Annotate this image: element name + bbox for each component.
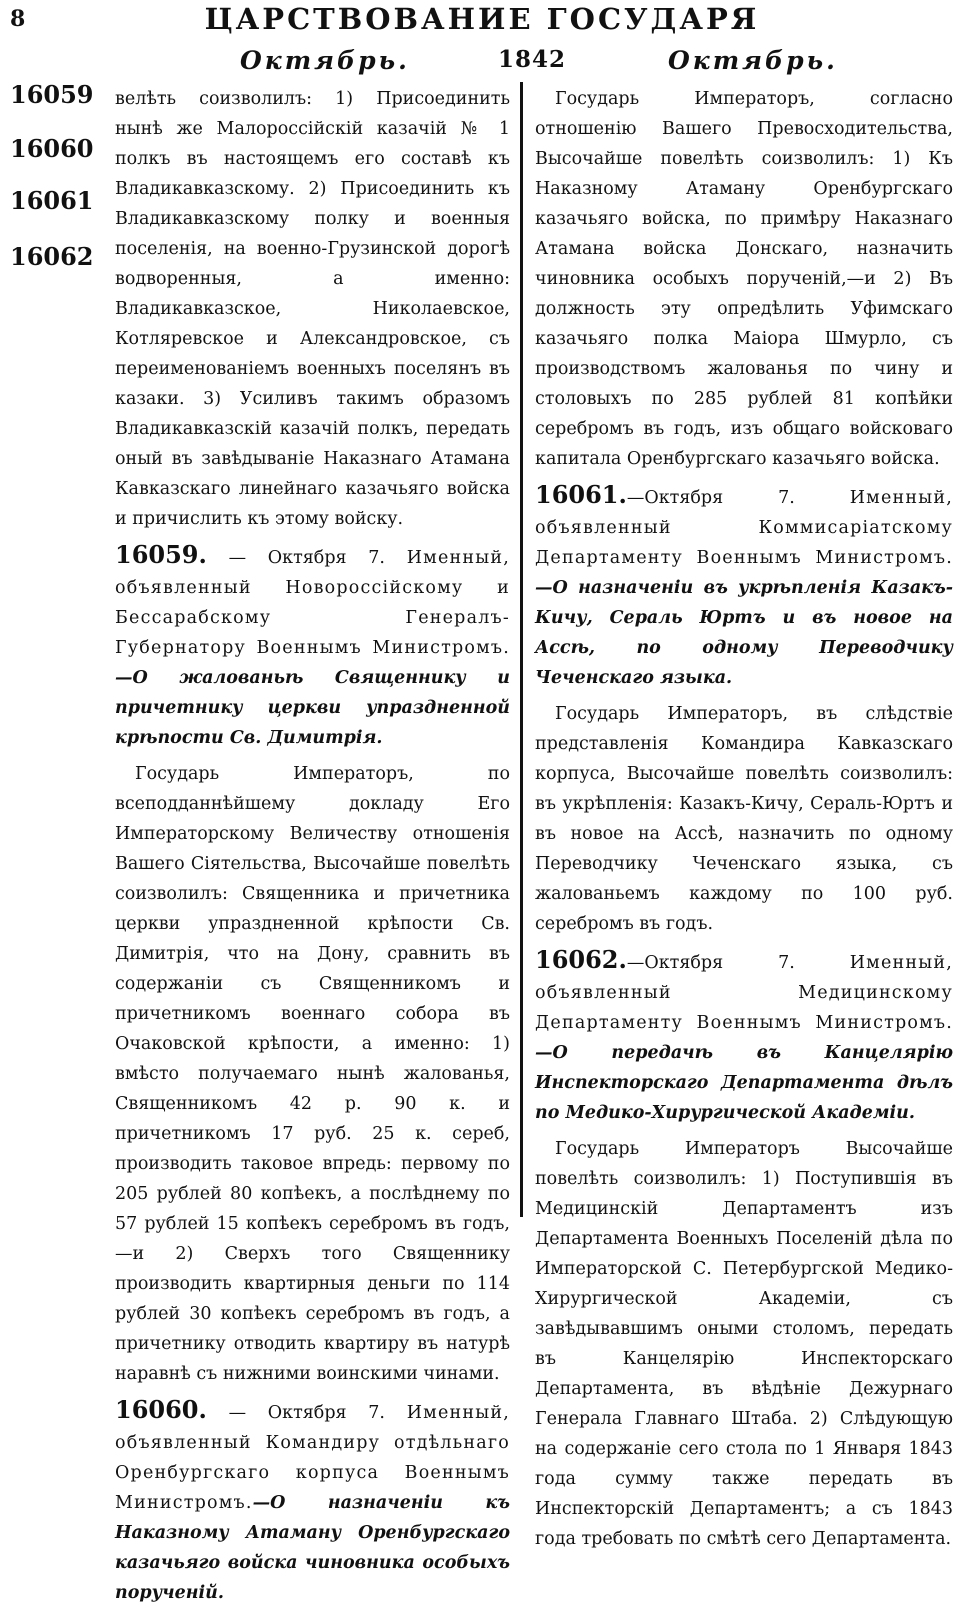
decree-date: — Октября 7. bbox=[206, 1403, 407, 1423]
decree-16061-heading bbox=[535, 480, 953, 693]
decree-number: 16060. bbox=[115, 1395, 207, 1424]
margin-number-16059: 16059 bbox=[10, 80, 94, 109]
page-title: ЦАРСТВОВАНИЕ ГОСУДАРЯ bbox=[204, 2, 760, 36]
right-column bbox=[535, 84, 953, 1554]
decree-16061-body: Государь Императоръ, въ слѣдствіе представленія Командира Кавказскаго корпуса, Высочайше повелѣть соизволилъ: въ укрѣпленія: Казакъ-Кичу, Сераль-Юртъ и въ новое на Ассѣ, назначить по одному Переводчику Чеченскаго языка, съ жалованьемъ каждому по 100 руб. серебромъ въ годъ. bbox=[535, 704, 953, 934]
decree-date: —Октября 7. bbox=[626, 953, 850, 973]
margin-number-16060: 16060 bbox=[10, 134, 94, 163]
column-divider bbox=[520, 82, 523, 1217]
decree-subject: —О назначеніи къ Наказному Атаману Оренбургскаго казачьяго войска чиновника особыхъ порученій. bbox=[115, 1493, 510, 1603]
decree-addressee: Именный, объявленный Медицинскому Департаменту Военнымъ Министромъ. bbox=[535, 953, 953, 1033]
decree-subject: —О назначеніи въ укрѣпленія Казакъ-Кичу, Сераль Юртъ и въ новое на Ассѣ, по одному Переводчику Чеченскаго языка. bbox=[535, 578, 953, 688]
decree-addressee: Именный, объявленный Новороссійскому и Бессарабскому Генералъ-Губернатору Военнымъ Министромъ. bbox=[115, 548, 510, 658]
left-column bbox=[115, 84, 510, 1608]
decree-16062-heading bbox=[535, 945, 953, 1128]
decree-number: 16061. bbox=[535, 480, 627, 509]
right-continuation-text: Государь Императоръ, согласно отношенію Вашего Превосходительства, Высочайше повелѣть соизволилъ: 1) Къ Наказному Атаману Оренбургскаго казачьяго войска, по примѣру Наказнаго Атамана войска Донскаго, назначить чиновника особыхъ порученій,—и 2) Въ должность эту опредѣлить Уфимскаго казачьяго полка Маіора Шмурло, съ производствомъ жалованья по чину и столовыхъ по 285 рублей 81 копѣйки серебромъ въ годъ, изъ общаго войсковаго капитала Оренбургскаго казачьяго войска. bbox=[535, 89, 953, 469]
decree-number: 16059. bbox=[115, 540, 207, 569]
page-number: 8 bbox=[10, 6, 26, 32]
margin-number-16061: 16061 bbox=[10, 186, 94, 215]
decree-16059-body: Государь Императоръ, по всеподданнѣйшему докладу Его Императорскому Величеству отношенія Вашего Сіятельства, Высочайше повелѣть соизволилъ: Священника и причетника церкви упраздненной крѣпости Св. Димитрія, что на Дону, сравнить въ содержаніи съ Священникомъ и причетникомъ военнаго собора въ Очаковской крѣпости, а именно: 1) вмѣсто получаемаго нынѣ жалованья, Священникомъ 42 р. 90 к. и причетникомъ 17 руб. 25 к. сереб, производить таковое впредь: первому по 205 рублей 80 копѣекъ, а послѣднему по 57 рублей 15 копѣекъ серебромъ въ годъ,—и 2) Сверхъ того Священнику производить квартирныя деньги по 114 рублей 30 копѣекъ серебромъ въ годъ, а причетнику отводить квартиру въ натурѣ наравнѣ съ нижними воинскими чинами. bbox=[115, 764, 510, 1384]
left-continuation-text: велѣть соизволилъ: 1) Присоединить нынѣ же Малороссійскій казачій № 1 полкъ въ настоящемъ его составѣ къ Владикавказскому. 2) Присоединить къ Владикавказскому полку и военныя поселенія, на военно-Грузинской дорогѣ водворенныя, а именно: Владикавказское, Николаевское, Котляревское и Александровское, съ переименованіемъ военныхъ поселянъ въ казаки. 3) Усиливъ такимъ образомъ Владикавказскій казачій полкъ, передать оный въ завѣдываніе Наказнаго Атамана Кавказскаго линейнаго казачьяго войска и причислить къ этому войску. bbox=[115, 89, 510, 529]
decree-date: —Октября 7. bbox=[626, 488, 850, 508]
decree-number: 16062. bbox=[535, 945, 627, 974]
decree-date: — Октября 7. bbox=[206, 548, 407, 568]
month-left: Октябрь. bbox=[240, 46, 410, 75]
month-right: Октябрь. bbox=[668, 46, 838, 75]
decree-16060-heading bbox=[115, 1395, 510, 1608]
decree-subject: —О жалованьѣ Священнику и причетнику церкви упраздненной крѣпости Св. Димитрія. bbox=[115, 668, 510, 748]
decree-subject: —О передачѣ въ Канцелярію Инспекторскаго Департамента дѣлъ по Медико-Хирургической Академіи. bbox=[535, 1043, 953, 1123]
year: 1842 bbox=[498, 46, 567, 73]
margin-number-16062: 16062 bbox=[10, 242, 94, 271]
decree-16059-heading bbox=[115, 540, 510, 753]
decree-16062-body: Государь Императоръ Высочайше повелѣть соизволилъ: 1) Поступившія въ Медицинскій Департаментъ изъ Департамента Военныхъ Поселеній дѣла по Императорской С. Петербургской Медико-Хирургической Академіи, съ завѣдывавшимъ оными столомъ, передать въ Канцелярію Инспекторскаго Департамента, въ вѣдѣніе Дежурнаго Генерала Главнаго Штаба. 2) Слѣдующую на содержаніе сего стола по 1 Января 1843 года сумму также передать въ Инспекторскій Департаментъ; а съ 1843 года требовать по смѣтѣ сего Департамента. bbox=[535, 1139, 953, 1549]
decree-addressee: Именный, объявленный Командиру отдѣльнаго Оренбургскаго корпуса Военнымъ Министромъ. bbox=[115, 1403, 510, 1513]
decree-addressee: Именный, объявленный Коммисаріатскому Департаменту Военнымъ Министромъ. bbox=[535, 488, 953, 568]
